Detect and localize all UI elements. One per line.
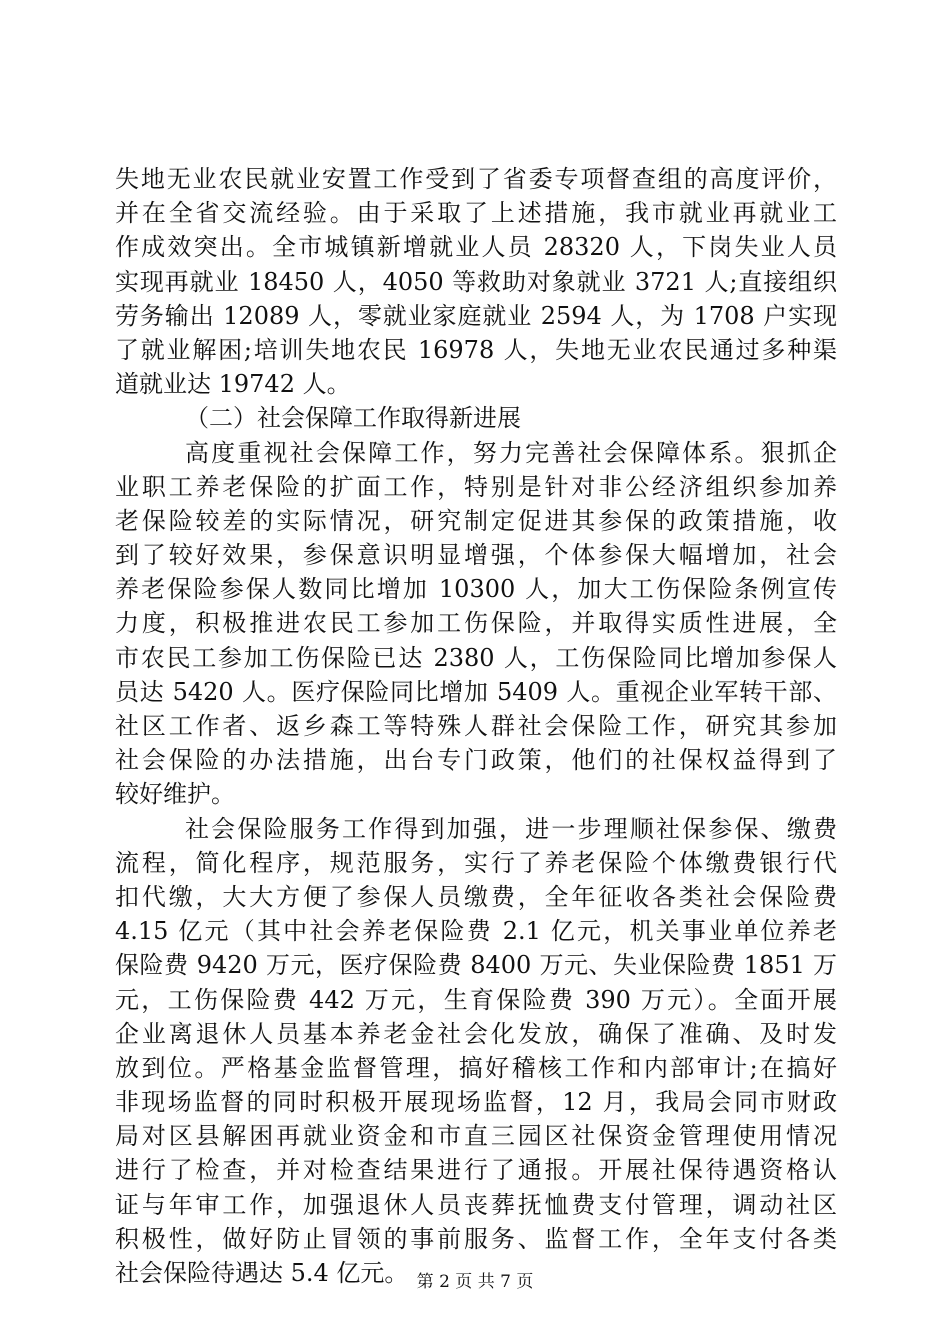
text-line: 证与年审工作，加强退休人员丧葬抚恤费支付管理，调动社区: [115, 1190, 837, 1219]
text-line: 较好维护。: [115, 780, 235, 809]
text-line: 社会保险待遇达 5.4 亿元。: [115, 1259, 409, 1287]
text-line: 了就业解困;培训失地农民 16978 人，失地无业农民通过多种渠: [115, 335, 837, 364]
text-line: 积极性，做好防止冒领的事前服务、监督工作，全年支付各类: [115, 1224, 837, 1253]
text-line: 保险费 9420 万元，医疗保险费 8400 万元、失业保险费 1851 万: [115, 951, 837, 980]
text-line: 力度，积极推进农民工参加工伤保险，并取得实质性进展，全: [115, 609, 837, 638]
text-line: 企业离退休人员基本养老金社会化发放，确保了准确、及时发: [115, 1019, 837, 1048]
text-line: 社区工作者、返乡森工等特殊人群社会保险工作，研究其参加: [115, 712, 837, 740]
text-line: 局对区县解困再就业资金和市直三园区社保资金管理使用情况: [115, 1122, 837, 1151]
text-line: 到了较好效果，参保意识明显增强，个体参保大幅增加，社会: [115, 541, 837, 570]
text-line: 失地无业农民就业安置工作受到了省委专项督查组的高度评价，: [115, 165, 837, 193]
text-line: 市农民工参加工伤保险已达 2380 人，工伤保险同比增加参保人: [115, 643, 837, 672]
text-line: 非现场监督的同时积极开展现场监督，12 月，我局会同市财政: [115, 1088, 837, 1117]
text-line: 员达 5420 人。医疗保险同比增加 5409 人。重视企业军转干部、: [115, 677, 837, 706]
text-line: 作成效突出。全市城镇新增就业人员 28320 人，下岗失业人员: [115, 233, 837, 262]
text-line: 放到位。严格基金监督管理，搞好稽核工作和内部审计;在搞好: [115, 1053, 837, 1082]
text-line: 高度重视社会保障工作，努力完善社会保障体系。狠抓企: [185, 438, 837, 467]
text-line: 养老保险参保人数同比增加 10300 人，加大工伤保险条例宣传: [115, 575, 837, 604]
text-line: 社会保险服务工作得到加强，进一步理顺社保参保、缴费: [185, 814, 837, 843]
text-line: 实现再就业 18450 人，4050 等救助对象就业 3721 人;直接组织: [115, 267, 837, 296]
document-body: [115, 162, 837, 1290]
text-line: 元，工伤保险费 442 万元，生育保险费 390 万元）。全面开展: [115, 985, 837, 1014]
text-line: 社会保险的办法措施，出台专门政策，他们的社保权益得到了: [115, 746, 837, 775]
text-line: 并在全省交流经验。由于采取了上述措施，我市就业再就业工: [115, 199, 837, 228]
text-line: 流程，简化程序，规范服务，实行了养老保险个体缴费银行代: [115, 848, 837, 877]
text-line: 道就业达 19742 人。: [115, 370, 351, 399]
section-heading: （二）社会保障工作取得新进展: [185, 404, 521, 433]
text-line: 老保险较差的实际情况，研究制定促进其参保的政策措施，收: [115, 506, 837, 535]
text-line: 劳务输出 12089 人，零就业家庭就业 2594 人，为 1708 户实现: [115, 301, 837, 330]
text-line: 4.15 亿元（其中社会养老保险费 2.1 亿元，机关事业单位养老: [115, 917, 837, 946]
text-line: 进行了检查，并对检查结果进行了通报。开展社保待遇资格认: [115, 1156, 837, 1185]
page-number-footer: 第 2 页 共 7 页: [416, 1272, 534, 1292]
text-line: 扣代缴，大大方便了参保人员缴费，全年征收各类社会保险费: [115, 882, 837, 911]
text-line: 业职工养老保险的扩面工作，特别是针对非公经济组织参加养: [115, 472, 837, 501]
